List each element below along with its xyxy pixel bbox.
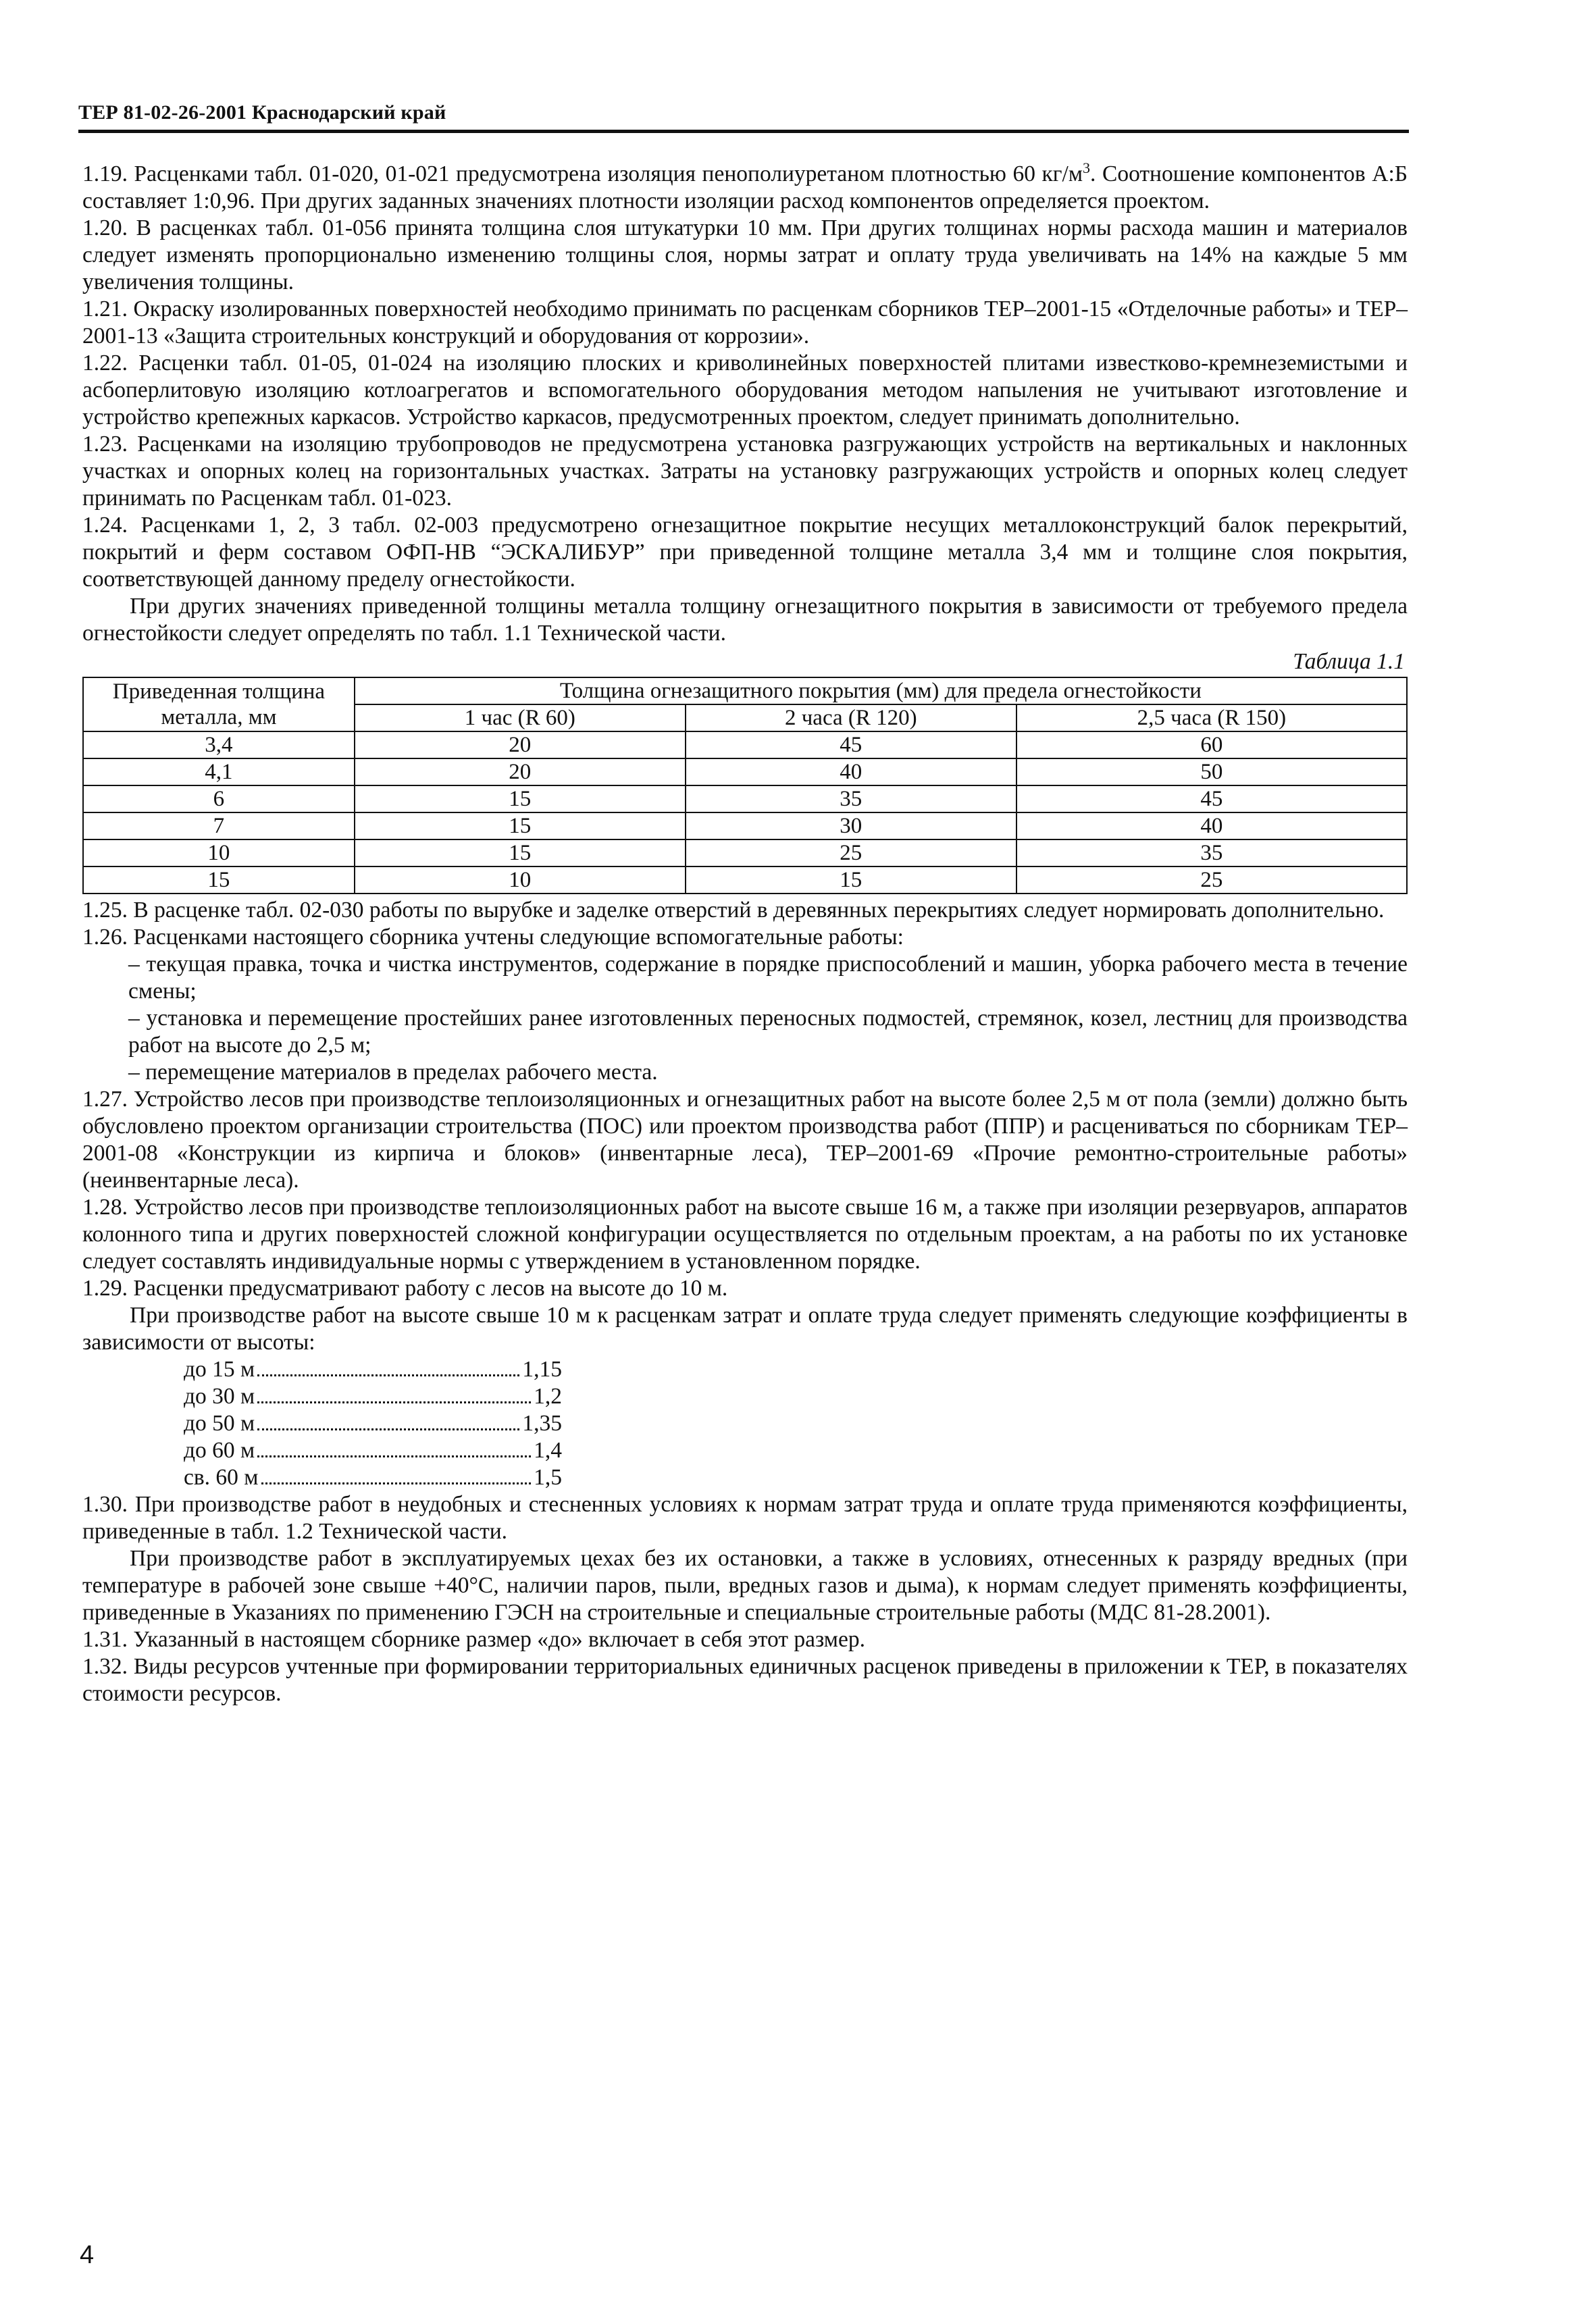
running-header: ТЕР 81-02-26-2001 Краснодарский край (78, 101, 446, 124)
paragraph-1-31: 1.31. Указанный в настоящем сборнике размер «до» включает в себя этот размер. (82, 1627, 865, 1652)
table-cell: 15 (355, 812, 686, 839)
coefficient-value: 1,5 (534, 1465, 562, 1490)
coefficient-label: до 60 м (184, 1438, 255, 1463)
table-row (83, 785, 1407, 812)
table-cell: 15 (355, 839, 686, 866)
table-cell: 15 (355, 785, 686, 812)
paragraph-1-28: 1.28. Устройство лесов при производстве теплоизоляционных работ на высоте свыше 16 м, а также при изоляции резервуаров, аппаратов колонного типа и других поверхностей сложной конфигурации осуществляется по отдельным проектам, а на работы по их установке следует составлять индивидуальные нормы с утверждением в установленном порядке. (82, 1195, 1408, 1274)
paragraph-1-27: 1.27. Устройство лесов при производстве теплоизоляционных и огнезащитных работ на высоте более 2,5 м от пола (земли) должно быть обусловлено проектом организации строительства (ПОС) или проектом производства работ (ППР) и расцениваться по сборникам ТЕР–2001-08 «Конструкции из кирпича и блоков» (инвентарные леса), ТЕР–2001-69 «Прочие ремонтно-строительные работы» (неинвентарные леса). (82, 1087, 1408, 1193)
table-cell: 45 (1016, 785, 1407, 812)
paragraph-1-25: 1.25. В расценке табл. 02-030 работы по вырубке и заделке отверстий в деревянных перекрытиях следует нормировать дополнительно. (82, 898, 1385, 923)
header-rule (78, 130, 1409, 133)
table-cell: 25 (686, 839, 1016, 866)
table-header-thickness: Приведенная толщина металла, мм (83, 677, 355, 731)
table-cell: 15 (686, 866, 1016, 894)
list-item (184, 1410, 562, 1437)
paragraph-1-30-continued: При производстве работ в эксплуатируемых цехах без их остановки, а также в условиях, отнесенных к разряду вредных (при температуре в рабочей зоне свыше +40°С, наличии паров, пыли, вредных газов и дыма), к нормам следует применять коэффициенты, приведенные в Указаниях по применению ГЭСН на строительные и специальные строительные работы (МДС 81-28.2001). (82, 1546, 1408, 1625)
coefficient-value: 1,35 (522, 1411, 562, 1436)
table-row (83, 812, 1407, 839)
table-cell: 15 (83, 866, 355, 894)
table-row (83, 866, 1407, 894)
list-item (184, 1464, 562, 1491)
table-caption: Таблица 1.1 (1293, 649, 1405, 674)
coefficient-value: 1,4 (534, 1438, 562, 1463)
table-cell: 20 (355, 731, 686, 758)
table-row (83, 731, 1407, 758)
paragraph-1-19 (82, 161, 1408, 215)
coefficient-label: до 30 м (184, 1384, 255, 1409)
paragraph-1-22: 1.22. Расценки табл. 01-05, 01-024 на изоляцию плоских и криволинейных поверхностей плитами известково-кремнеземистыми и асбоперлитовую изоляцию котлоагрегатов и вспомогательного оборудования методом напыления не учитывают изготовление и устройство крепежных каркасов. Устройство каркасов, предусмотренных проектом, следует принимать дополнительно. (82, 351, 1408, 430)
table-cell: 4,1 (83, 758, 355, 785)
table-header-r150: 2,5 часа (R 150) (1016, 704, 1407, 731)
table-cell: 40 (1016, 812, 1407, 839)
dot-leader (257, 1374, 519, 1376)
table-cell: 35 (686, 785, 1016, 812)
paragraph-1-32: 1.32. Виды ресурсов учтенные при формировании территориальных единичных расценок приведены в приложении к ТЕР, в показателях стоимости ресурсов. (82, 1654, 1408, 1706)
table-cell: 25 (1016, 866, 1407, 894)
paragraph-1-23: 1.23. Расценками на изоляцию трубопроводов не предусмотрена установка разгружающих устройств на вертикальных и наклонных участках и опорных колец на горизонтальных участках. Затраты на установку разгружающих устройств и опорных колец следует принимать по Расценкам табл. 01-023. (82, 432, 1408, 511)
coefficient-value: 1,15 (522, 1357, 562, 1382)
coefficient-label: до 15 м (184, 1357, 255, 1382)
page-content (82, 161, 1408, 1707)
height-coefficient-list (184, 1356, 562, 1491)
table-cell: 40 (686, 758, 1016, 785)
table-row (83, 758, 1407, 785)
paragraph-1-19-text-after: . Соотношение компонентов А:Б составляет 1:0,96. При других заданных значениях плотности изоляции расход компонентов определяется проектом. (82, 161, 1408, 213)
table-cell: 3,4 (83, 731, 355, 758)
table-header-group: Толщина огнезащитного покрытия (мм) для предела огнестойкости (355, 677, 1407, 704)
table-cell: 60 (1016, 731, 1407, 758)
list-item (184, 1383, 562, 1410)
table-header-row (83, 677, 1407, 704)
paragraph-1-21: 1.21. Окраску изолированных поверхностей необходимо принимать по расценкам сборников ТЕР–2001-15 «Отделочные работы» и ТЕР–2001-13 «Защита строительных конструкций и оборудования от коррозии». (82, 296, 1408, 348)
table-cell: 7 (83, 812, 355, 839)
paragraph-1-24-continued: При других значениях приведенной толщины металла толщину огнезащитного покрытия в зависимости от требуемого предела огнестойкости следует определять по табл. 1.1 Технической части. (82, 594, 1408, 646)
coefficient-value: 1,2 (534, 1384, 562, 1409)
superscript-3: 3 (1083, 159, 1091, 176)
table-header-r60: 1 час (R 60) (355, 704, 686, 731)
table-cell: 35 (1016, 839, 1407, 866)
table-header-r120: 2 часа (R 120) (686, 704, 1016, 731)
list-item (184, 1356, 562, 1383)
table-cell: 10 (83, 839, 355, 866)
table-cell: 20 (355, 758, 686, 785)
dot-leader (257, 1455, 531, 1457)
list-item: – текущая правка, точка и чистка инструментов, содержание в порядке приспособлений и машин, уборка рабочего места в течение смены; (128, 952, 1408, 1004)
list-item (184, 1437, 562, 1464)
paragraph-1-29-continued: При производстве работ на высоте свыше 10 м к расценкам затрат и оплате труда следует применять следующие коэффициенты в зависимости от высоты: (82, 1303, 1408, 1355)
paragraph-1-30: 1.30. При производстве работ в неудобных и стесненных условиях к нормам затрат труда и оплате труда применяются коэффициенты, приведенные в табл. 1.2 Технической части. (82, 1492, 1408, 1544)
list-item: – установка и перемещение простейших ранее изготовленных переносных подмостей, стремянок, козел, лестниц для производства работ на высоте до 2,5 м; (128, 1006, 1408, 1058)
table-cell: 45 (686, 731, 1016, 758)
coefficient-label: св. 60 м (184, 1465, 259, 1490)
table-1-1 (82, 677, 1408, 894)
list-item: – перемещение материалов в пределах рабочего места. (128, 1060, 658, 1085)
page-number: 4 (80, 2241, 95, 2269)
table-cell: 50 (1016, 758, 1407, 785)
dot-leader (257, 1428, 519, 1430)
paragraph-1-26: 1.26. Расценками настоящего сборника учтены следующие вспомогательные работы: (82, 925, 904, 950)
table-cell: 10 (355, 866, 686, 894)
table-cell: 6 (83, 785, 355, 812)
paragraph-1-20: 1.20. В расценках табл. 01-056 принята толщина слоя штукатурки 10 мм. При других толщинах нормы расхода машин и материалов следует изменять пропорционально изменению толщины слоя, нормы затрат и оплату труда увеличивать на 14% на каждые 5 мм увеличения толщины. (82, 215, 1408, 294)
dot-leader (261, 1482, 532, 1484)
dot-leader (257, 1401, 531, 1403)
table-cell: 30 (686, 812, 1016, 839)
table-row (83, 839, 1407, 866)
paragraph-1-19-text: 1.19. Расценками табл. 01-020, 01-021 предусмотрена изоляция пенополиуретаном плотностью 60 кг/м (82, 161, 1083, 186)
paragraph-1-24: 1.24. Расценками 1, 2, 3 табл. 02-003 предусмотрено огнезащитное покрытие несущих металлоконструкций балок перекрытий, покрытий и ферм составом ОФП-НВ “ЭСКАЛИБУР” при приведенной толщине металла 3,4 мм и толщине слоя покрытия, соответствующей данному пределу огнестойкости. (82, 513, 1408, 592)
paragraph-1-29: 1.29. Расценки предусматривают работу с лесов на высоте до 10 м. (82, 1276, 728, 1301)
coefficient-label: до 50 м (184, 1411, 255, 1436)
